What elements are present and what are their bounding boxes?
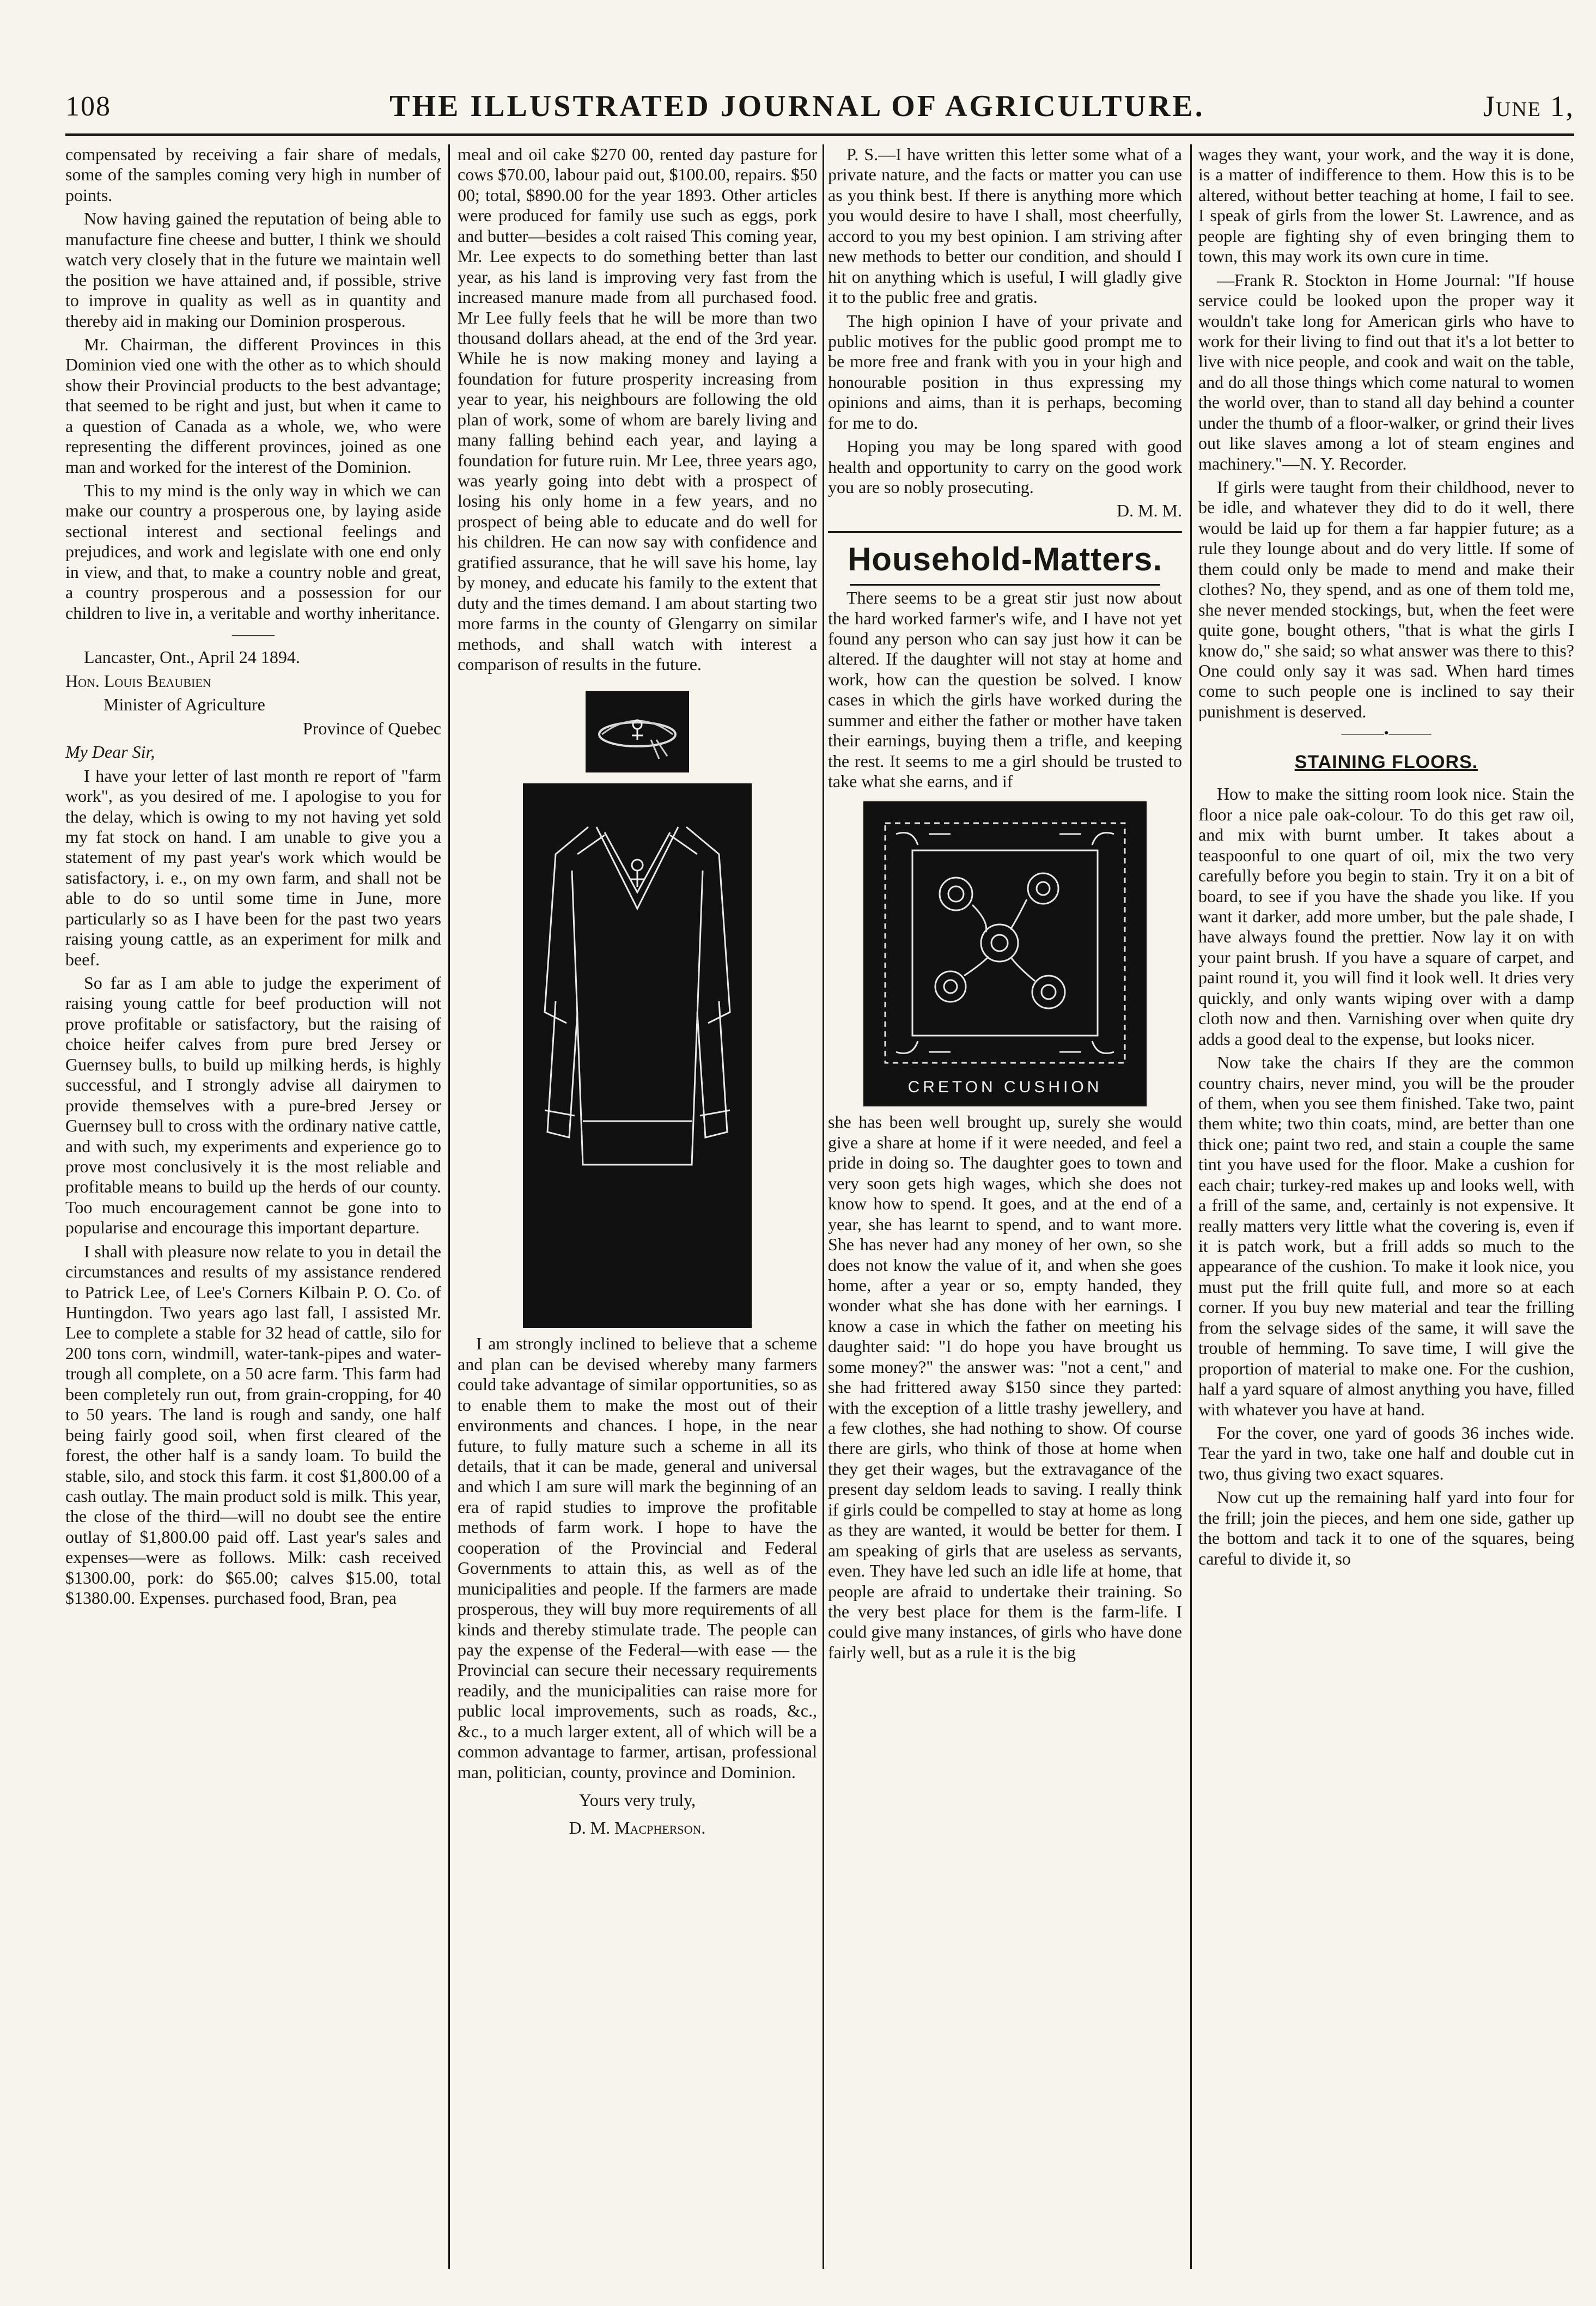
- paragraph: —Frank R. Stockton in Home Journal: "If house service could be looked upon the proper way it wouldn't take long for American girls who have to work for their living to find out that it's a lot better to live with nice people, and cook and wait on the table, and do all those things which come natural to women the world over, than to stand all day behind a counter under the thumb of a floor-walker, or grind their lives out like slaves among a lot of steam engines and machinery."—N. Y. Recorder.: [1198, 270, 1574, 473]
- journal-title: THE ILLUSTRATED JOURNAL OF AGRICULTURE.: [389, 89, 1205, 123]
- paragraph: Hoping you may be long spared with good health and opportunity to carry on the good work you are so nobly prosecuting.: [828, 436, 1182, 497]
- column-divider: [448, 144, 450, 2269]
- paragraph: meal and oil cake $270 00, rented day pasture for cows $70.00, labour paid out, $100.00, repairs. $50 00; total, $890.00 for the year 1893. Other articles were produced for family use such as eggs, pork and butter—besides a colt raised This coming year, Mr. Lee expects to do something better than last year, as his land is improving very fast from the increased manure made from all purchased food. Mr Lee fully feels that he will be more than two thousand dollars ahead, at the end of the 3rd year. While he is now making money and laying a foundation for future prosperity increasing from year to year, his neighbours are following the old plan of work, some of whom are barely living and many falling behind each year, and laying a foundation for future ruin. Mr Lee, three years ago, was yearly going into debt with a prospect of losing his only home in a few years, and no prospect of being able to educate and do well for his children. He can now say with confidence and gratified assurance, that he will save his home, lay by money, and educate his family to the extent that duty and the times demand. I am about starting two more farms in the county of Glengarry on similar methods, and shall watch with interest a comparison of results in the future.: [458, 144, 817, 674]
- column-divider: [1190, 144, 1192, 2269]
- paragraph: How to make the sitting room look nice. Stain the floor a nice pale oak-colour. To do this get raw oil, and mix with burnt umber. It takes about a teaspoonful to one quart of oil, mix the two very carefully before you begin to stain. Try it on a bit of board, to see if you have the shade you like. If you want it darker, add more umber, but the pale shade, I have always found the prettier. Now lay it on with your paint brush. If you have a square of carpet, and paint round it, you will find it look well. It dries very quickly, and only wants wiping over with a damp cloth now and then. Varnishing over when quite dry adds a good deal to the expense, but looks nicer.: [1198, 784, 1574, 1049]
- header-rule: [65, 133, 1574, 136]
- paragraph: wages they want, your work, and the way it is done, is a matter of indifference to them. How this is to be altered, without better teaching at home, I fail to see. I speak of girls from the lower St. Lawrence, and as people are fighting shy of even bringing them to town, this may work its own cure in time.: [1198, 144, 1574, 266]
- postscript-initials: D. M. M.: [1116, 501, 1182, 521]
- section-heading-household-matters: Household-Matters.: [847, 540, 1163, 577]
- page-header: [65, 82, 1574, 131]
- cushion-icon: [863, 801, 1147, 1106]
- figure-caption: CRETON CUSHION: [907, 1078, 1102, 1097]
- paragraph: compensated by receiving a fair share of medals, some of the samples coming very high in number of points.: [65, 144, 441, 205]
- paragraph: Now take the chairs If they are the common country chairs, never mind, you will be the prouder of them, when you see them finished. Take two, paint them white; two thin coats, mind, are better than one thick one; paint two red, and stain a couple the same tint you have used for the floor. Make a cushion for each chair; turkey-red makes up and looks well, with a frill of the same, and, certainly is not expensive. It really matters very little what the covering is, even if it is patch work, but a frill adds so much to the appearance of the cushion. To make it look nice, you must put the frill quite full, and more so at each corner. If you buy new material and tear the frilling from the selvage sides of the same, it will save the trouble of hemming. To save time, I will give the proportion of material to make one. For the cushion, half a yard square of almost anything you have, filled with whatever you have at hand.: [1198, 1052, 1574, 1419]
- salutation: My Dear Sir,: [65, 742, 155, 762]
- creton-cushion-illustration: [863, 801, 1147, 1106]
- column-1: [65, 144, 441, 2269]
- separator-ornament: ———: [232, 626, 275, 643]
- paragraph: The high opinion I have of your private and public motives for the public good prompt me to be more free and frank with you in your high and honourable position in thus expressing my opinions and aims, than it is perhaps, becoming for me to do.: [828, 311, 1182, 433]
- paragraph: Mr. Chairman, the different Provinces in this Dominion vied one with the other as to which should show their Provincial products to the best advantage; that seemed to be right and just, but when it came to a question of Canada as a whole, we, who were representing the different provinces, joined as one man and worked for the interest of the Dominion.: [65, 334, 441, 477]
- column-4: [1198, 144, 1574, 2269]
- addressee-place: Province of Quebec: [302, 718, 441, 738]
- section-rule: [828, 531, 1182, 533]
- paragraph: P. S.—I have written this letter some what of a private nature, and the facts or matter you can use as you think best. If there is anything more which you would desire to have I shall, most cheerfully, accord to you my best opinion. I am striving after new methods to better our condition, and should I hit on anything which is useful, I will gladly give it to the public free and gratis.: [828, 144, 1182, 307]
- column-divider: [823, 144, 824, 2269]
- paragraph: If girls were taught from their childhood, never to be idle, and whatever they did to do it well, there would be laid up for them a far happier future; as a rule they lounge about and do very little. If some of them could only be made to mend and make their clothes? No, they spend, and as one of them told me, she never mended stockings, but, when the feet were quite gone, bought others, "that is what the girls I know do," she said; so what answer was there to this? One could only say it was sad. When hard times come to such people one is inclined to say their punishment is deserved.: [1198, 477, 1574, 721]
- column-3: [828, 144, 1182, 2269]
- paragraph: I have your letter of last month re report of "farm work", as you desired of me. I apologise to you for the delay, which is owing to my not having yet sold my fat stock on hand. I am unable to give you a statement of my past year's work which would be satisfactory, i. e., on my own farm, and shall not be able to do so until some time in June, more particularly so as I have been for the past two years raising young cattle, as an experiment for milk and beef.: [65, 765, 441, 969]
- paragraph: There seems to be a great stir just now about the hard worked farmer's wife, and I have not yet found any person who can say just how it can be altered. If the daughter will not stay at home and work, how can the question be solved. I know cases in which the girls have worked during the summer and either the father or mother have taken their earnings, buying them a trifle, and keeping the rest. It seems to me a girl should be trusted to take what she earns, and if: [828, 588, 1182, 791]
- page-number: 108: [65, 90, 111, 122]
- section-heading-staining-floors: STAINING FLOORS.: [1294, 751, 1478, 772]
- sailor-suit-illustration: [523, 783, 752, 1328]
- letter-addressee: Hon. Louis Beaubien: [65, 671, 211, 691]
- paragraph: Now having gained the reputation of being able to manufacture fine cheese and butter, I think we should watch very closely that in the future we maintain well the position we have attained and, if possible, strive to improve in quality as well as in quantity and thereby aid in making our Dominion prosperous.: [65, 209, 441, 331]
- column-2: [458, 144, 817, 2269]
- separator-ornament: ———•———: [1341, 725, 1431, 741]
- sailor-blouse-icon: [523, 783, 752, 1328]
- paragraph: For the cover, one yard of goods 36 inches wide. Tear the yard in two, take one half and double cut in two, thus giving two exact squares.: [1198, 1422, 1574, 1483]
- paragraph: I am strongly inclined to believe that a scheme and plan can be devised whereby many farmers could take advantage of similar opportunities, so as to enable them to make the most out of their environments and chances. I hope, in the near future, to fully mature such a scheme in all its details, that it can be made, general and universal and which I am sure will mark the beginning of an era of rapid studies to improve the profitable methods of farm work. I hope to have the cooperation of the Provincial and Federal Governments to attain this, as well as of the municipalities and people. If the farmers are made prosperous, they will buy more requirements of all kinds and thereby stimulate trade. The people can pay the expense of the Federal—with ease — the Provincial can secure their necessary requirements readily, and the municipalities can raise more for public local improvements, such as roads, &c., &c., to a much larger extent, all of which will be a common advantage to farmer, artisan, professional man, politician, county, province and Dominion.: [458, 1334, 817, 1782]
- letter-place-date: Lancaster, Ont., April 24 1894.: [84, 647, 300, 667]
- letter-signature: D. M. Macpherson.: [569, 1818, 706, 1838]
- paragraph: she has been well brought up, surely she would give a share at home if it were needed, and feel a pride in doing so. The daughter goes to town and very soon gets high wages, which she does not know how to spend. It goes, and at the end of a year, she has learnt to spend, and to want more. She has never had any money of her own, so she does not know the value of it, and when she goes home, after a year or so, empty handed, they wonder what she has done with her earnings. I know a case in which the father on meeting his daughter said: "I do hope you have brought us some money?" the answer was: "not a cent," and she had frittered away $150 since they parted: with the exception of a little trashy jewellery, and a few clothes, she had nothing to show. Of course there are girls, who think of those at home when they get their wages, but the extravagance of the present day seldom leads to saving. I really think if girls could be compelled to stay at home as long as they are wanted, it would be better for them. I am speaking of girls that are useless as servants, even. They have led such an idle life at home, that people are afraid to undertake their training. So the very best place for them is the farm-life. I could give many instances, of girls who have done fairly well, but as a rule it is the big: [828, 1112, 1182, 1662]
- heading-underline: [850, 584, 1160, 586]
- paragraph: So far as I am able to judge the experiment of raising young cattle for beef production will not prove profitable or satisfactory, but the raising of choice heifer calves from pure bred Jersey or Guernsey bulls, to build up milking herds, is highly successful, and I strongly advise all dairymen to provide themselves with a pure-bred Jersey or Guernsey bull to cross with the ordinary native cattle, and with such, my experiments and experience go to prove most conclusively it is the most reliable and profitable means to build up the herds of our county. Too much encouragement cannot be gone into to popularise and encourage this important departure.: [65, 973, 441, 1238]
- paragraph: I shall with pleasure now relate to you in detail the circumstances and results of my assistance rendered to Patrick Lee, of Lee's Corners Kilbain P. O. Co. of Huntingdon. Two years ago last fall, I assisted Mr. Lee to complete a stable for 32 head of cattle, silo for 200 tons corn, windmill, water-tank-pipes and water-trough all complete, on a 50 acre farm. This farm had been completely run out, from grain-cropping, for 40 to 50 years. The land is rough and sandy, one half being fairly good soil, when first cleared of the forest, the other half is a sandy loam. To build the stable, silo, and stock this farm. it cost $1,800.00 of a cash outlay. The main product sold is milk. This year, the close of the third—will no doubt see the entire outlay of $1,800.00 paid off. Last year's sales and expenses—were as follows. Milk: cash received $1300.00, pork: do $65.00; calves $15.00, total $1380.00. Expenses. purchased food, Bran, pea: [65, 1241, 441, 1608]
- paragraph: Now cut up the remaining half yard into four for the frill; join the pieces, and hem one side, gather up the bottom and tack it to one of the squares, being careful to divide it, so: [1198, 1487, 1574, 1568]
- issue-date: June 1,: [1483, 90, 1574, 123]
- sailor-cap-illustration: [586, 691, 689, 772]
- letter-closing: Yours very truly,: [578, 1790, 696, 1810]
- addressee-title: Minister of Agriculture: [103, 695, 265, 715]
- cap-icon: [586, 691, 689, 772]
- paragraph: This to my mind is the only way in which we can make our country a prosperous one, by laying aside sectional interest and sectional feelings and prejudices, and work and legislate with one end only in view, and that, to make a country noble and great, a country prosperous and a possession for our children to live in, a veritable and worthy inheritance.: [65, 480, 441, 623]
